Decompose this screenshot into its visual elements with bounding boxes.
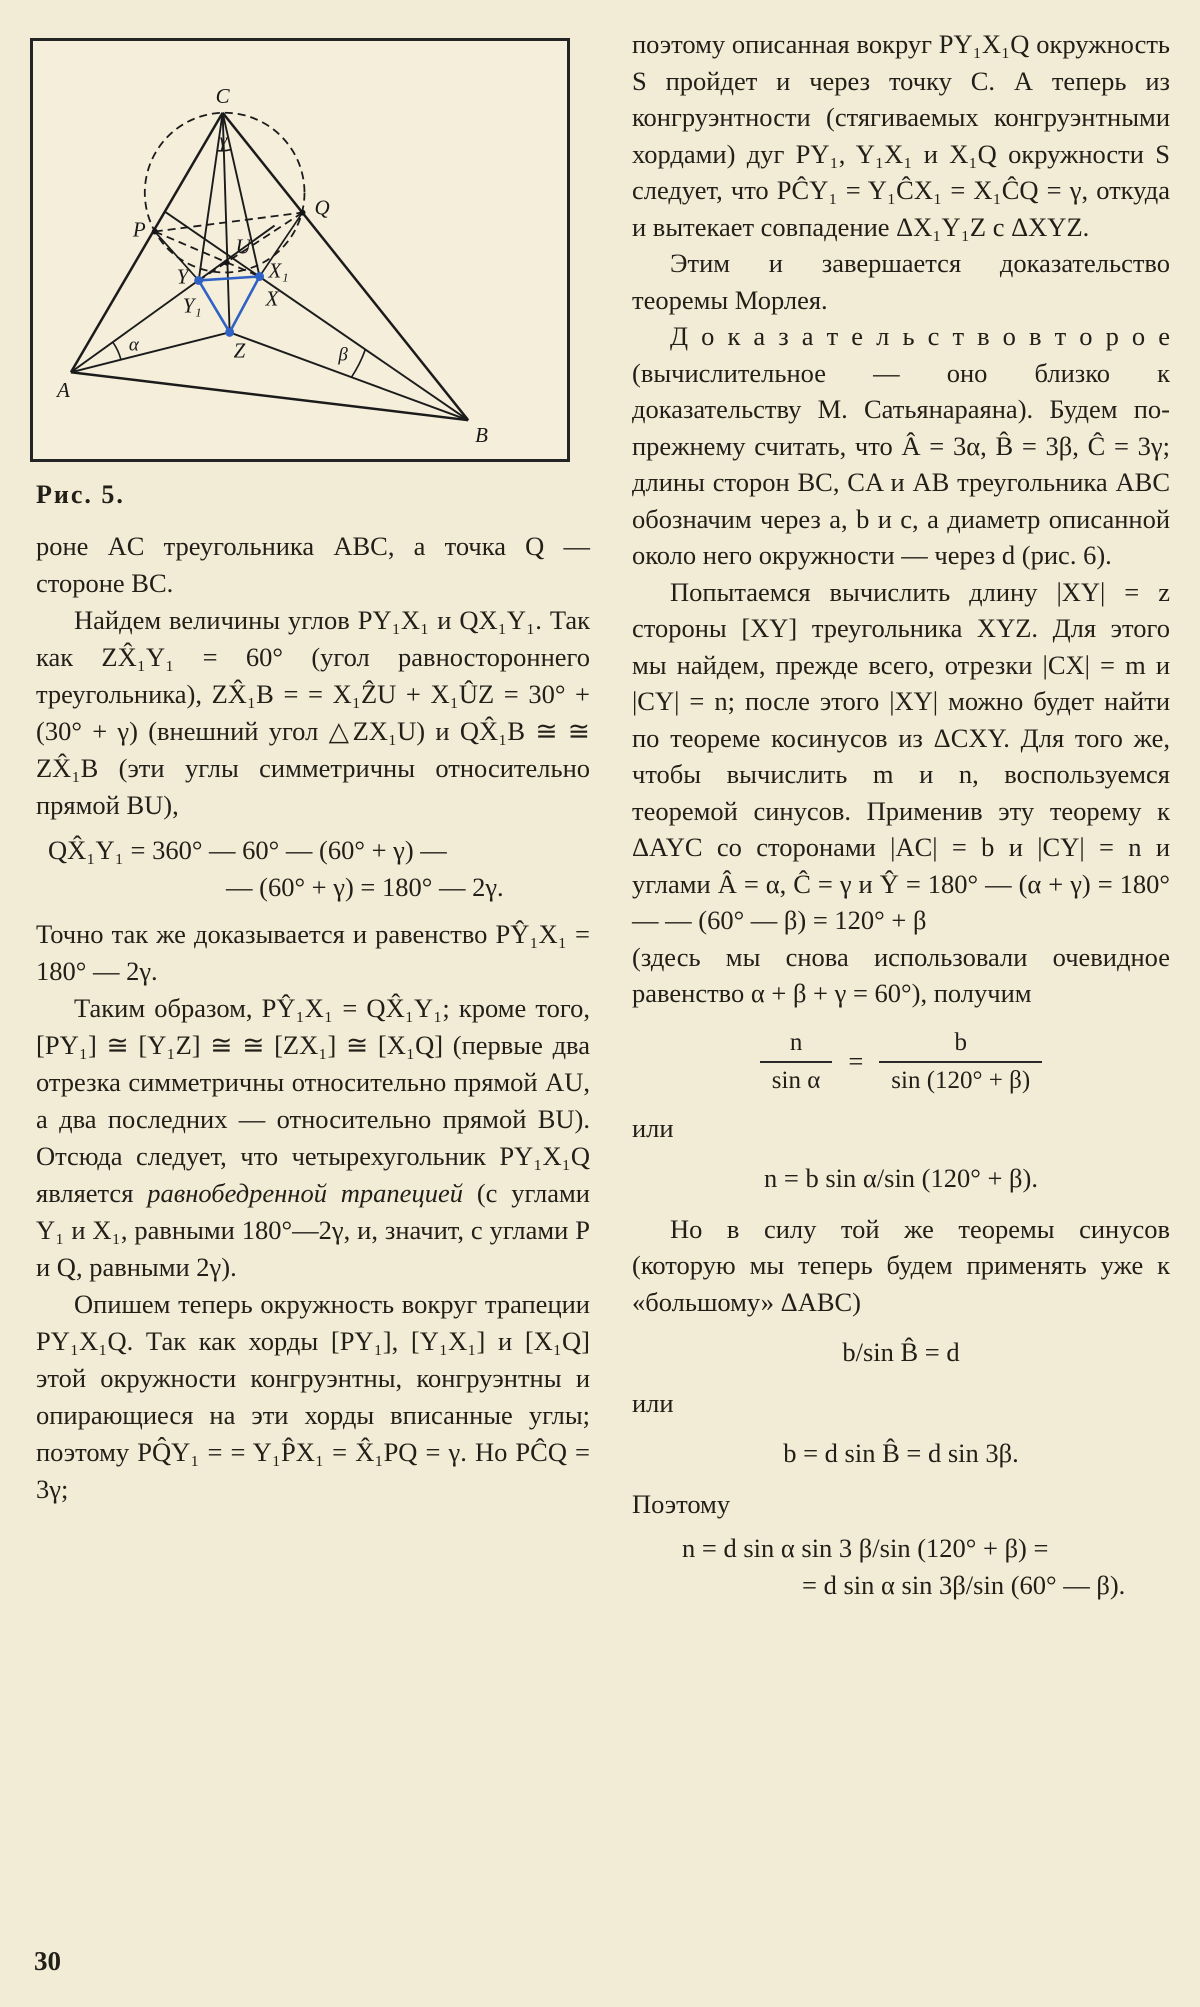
vertex-X1-dot [255,272,264,281]
beta-angle-arc [351,349,365,377]
right-column [632,26,1170,1613]
paragraph: (здесь мы снова использовали очевидное равенство α + β + γ = 60°), получим [632,941,1170,1008]
point-U-dot [224,259,230,265]
connector-word: или [632,1387,674,1418]
formula-line: n = d sin α sin 3 β/sin (120° + β) = [682,1533,1049,1563]
label-Y1: Y₁ [182,293,202,318]
denominator: sin (120° + β) [879,1061,1042,1096]
figure-caption: Рис. 5. [36,480,125,509]
figure-labels [55,84,488,447]
display-formula: b/sin B̂ = d [842,1337,960,1367]
display-formula: b = d sin B̂ = d sin 3β. [783,1438,1019,1468]
label-P: P [132,217,146,242]
fraction-right [879,1028,1042,1096]
denominator: sin α [760,1061,833,1096]
numerator: b [954,1028,967,1056]
paragraph: роне AC треугольника ABC, а точка Q — стороне BC. [36,531,590,598]
label-Z: Z [233,338,246,363]
segment-PQ-dashed [155,213,303,232]
emphasized-term: равнобедренной трапецией [147,1178,463,1208]
paragraph: Этим и завершается доказательство теоремы Морлея. [632,248,1170,315]
paragraph: Поэтому [632,1488,731,1519]
page-number: 30 [34,1946,61,1976]
paragraph: Найдем величины углов PY₁X₁ и QX₁Y₁. Так как ZX̂₁Y₁ = 60° (угол равностороннего треугольника), ZX̂₁B = = X₁ẐU + X₁ÛZ = 30° + (30° + γ) (внешний угол △ZX₁U) и QX̂₁B ≅ ≅ ZX̂₁B (эти углы симметричны относительно прямой BU), [36,605,590,820]
point-P-dot [152,229,158,235]
paragraph: Точно так же доказывается и равенство PŶ₁X₁ = 180° — 2γ. [36,919,590,986]
morley-theorem-diagram [33,41,567,459]
alpha-angle-arc [113,342,121,359]
label-B: B [475,423,488,448]
paragraph-text: (с углами Y₁ и X₁, равными 180°—2γ, и, значит, с углами P и Q, равными 2γ). [36,1178,590,1282]
point-Q-dot [300,210,306,216]
label-beta: β [338,344,348,366]
paragraph-text: Таким образом, PŶ₁X₁ = QX̂₁Y₁; кроме того, [PY₁] ≅ [Y₁Z] ≅ ≅ [ZX₁] ≅ [X₁Q] (первые два отрезка симметричны относительно прямой AU, а два последних — относительно прямой BU). Отсюда следует, что четырехугольник PY₁X₁Q является [36,993,590,1208]
paragraph: Опишем теперь окружность вокруг трапеции PY₁X₁Q. Так как хорды [PY₁], [Y₁X₁] и [X₁Q] этой окружности конгруэнтны, конгруэнтны и опирающиеся на эти хорды вписанные углы; поэтому PQ̂Y₁ = = Y₁P̂X₁ = X̂₁PQ = γ. Но PĈQ = 3γ; [36,1289,590,1504]
paragraph: поэтому описанная вокруг PY₁X₁Q окружность S пройдет и через точку C. А теперь из конгруэнтности (стягиваемых конгруэнтными хордами) дуг PY₁, Y₁X₁ и X₁Q окружности S следует, что PĈY₁ = Y₁ĈX₁ = X₁ĈQ = γ, откуда и вытекает совпадение ΔX₁Y₁Z с ΔXYZ. [632,29,1170,242]
display-formula [36,832,590,906]
label-Y: Y [176,264,189,289]
label-X: X [265,286,279,311]
numerator: n [789,1028,803,1056]
trisector-A-to-Z [71,332,230,372]
figure-5 [30,38,570,462]
connector-word: или [632,1112,674,1143]
paragraph [36,990,590,1286]
paragraph: Попытаемся вычислить длину |XY| = z стороны [XY] треугольника XYZ. Для этого мы найдем, прежде всего, отрезки |CX| = m и |CY| = n; после этого |XY| можно будет найти по теореме косинусов из ΔCXY. Для того же, чтобы вычислить m и n, воспользуемся теоремой синусов. Применив эту теорему к ΔAYC со сторонами |AC| = b и |CY| = n и углами Â = α, Ĉ = γ и Ŷ = 180° — (α + γ) = 180° — — (60° — β) = 120° + β [632,576,1170,935]
label-gamma: γ [219,130,228,152]
paragraph: Д о к а з а т е л ь с т в о в т о р о е (вычислительное — оно близко к доказательству М. Сатьянараяна). Будем по-прежнему считать, что Â = 3α, B̂ = 3β, Ĉ = 3γ; длины сторон BC, CA и AB треугольника ABC обозначим через a, b и c, а диаметр описанной около него окружности — через d (рис. 6). [632,321,1170,570]
label-U: U [235,234,251,259]
fraction-left [760,1028,833,1096]
label-A: A [56,378,70,403]
side-AC [71,113,223,373]
label-C: C [215,83,230,108]
left-column [36,528,590,1508]
paragraph: Но в силу той же теоремы синусов (которую мы теперь будем применять уже к «большому» ΔABC) [632,1213,1170,1317]
vertex-Z-dot [225,328,234,337]
vertex-Y-dot [194,276,203,285]
formula-line: QX̂₁Y₁ = 360° — 60° — (60° + γ) — [48,835,447,865]
label-X1: X₁ [268,258,289,283]
label-Q: Q [314,195,330,220]
fraction-equation [632,1028,1170,1096]
display-formula [632,1530,1170,1603]
equals-sign: = [848,1046,864,1077]
label-alpha: α [128,334,139,356]
display-formula: n = b sin α/sin (120° + β). [764,1163,1038,1193]
formula-line: — (60° + γ) = 180° — 2γ. [226,872,504,902]
formula-line: = d sin α sin 3β/sin (60° — β). [802,1569,1126,1600]
